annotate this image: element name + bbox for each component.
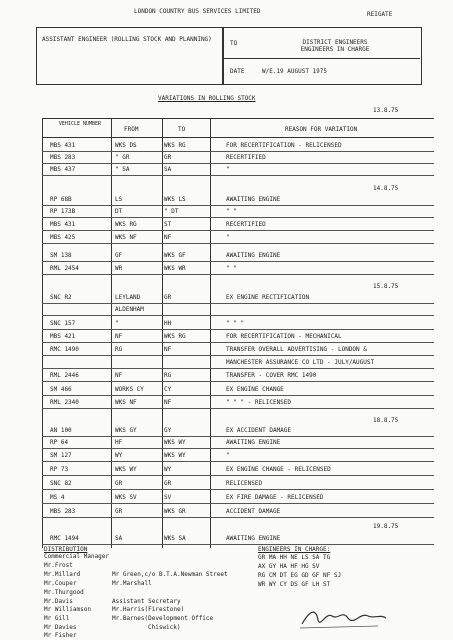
cell-from: LEYLAND <box>115 294 141 301</box>
cell-to: ST <box>164 221 172 228</box>
cell-reason: EX ACCIDENT DAMAGE <box>226 427 292 434</box>
cell-vehicle: SM 138 <box>50 252 72 259</box>
cell-to: GR <box>164 480 172 487</box>
memo-date: W/E.19 AUGUST 1975 <box>262 68 328 75</box>
row-rule <box>42 261 434 262</box>
cell-to: GR <box>164 154 172 161</box>
distribution-label: DISTRIBUTION <box>44 546 88 553</box>
row-rule <box>42 448 434 449</box>
cell-to: " DT <box>164 208 179 215</box>
cell-vehicle: SNC 82 <box>50 480 72 487</box>
cell-reason: " " <box>226 265 237 272</box>
cell-reason: " " " - RELICENSED <box>226 399 292 406</box>
cell-to: NF <box>164 346 172 353</box>
cell-reason: " " " <box>226 320 245 327</box>
row-rule <box>42 408 434 409</box>
cell-to: WKS RG <box>164 333 186 340</box>
cell-reason: AWAITING ENGINE <box>226 196 281 203</box>
cell-to: RG <box>164 372 172 379</box>
cell-to: WKS GF <box>164 252 186 259</box>
memo-date-label: DATE <box>230 68 245 75</box>
header-from: FROM <box>124 126 139 133</box>
cell-vehicle: RMC 1494 <box>50 535 79 542</box>
engineer-depots: GR MA HH NE LS SA TG <box>258 554 331 561</box>
row-rule <box>42 355 434 356</box>
date-heading: 13.8.75 <box>373 107 399 114</box>
cell-vehicle: RP 68B <box>50 196 72 203</box>
row-rule <box>42 230 434 231</box>
cell-from: WKS RG <box>115 221 137 228</box>
row-rule <box>42 503 434 504</box>
row-rule <box>42 436 434 437</box>
cell-reason: RECERTIFIED <box>226 154 266 161</box>
cell-from: " <box>115 320 119 327</box>
cell-to: GR <box>164 294 172 301</box>
header-reason: REASON FOR VARIATION <box>285 126 358 133</box>
header-vehicle: VEHICLE NUMBER <box>58 121 102 127</box>
memo-to: DISTRICT ENGINEERS ENGINEERS IN CHARGE <box>300 39 370 53</box>
dist-other: Mr Green,c/o B.T.A.Newman Street <box>112 571 228 578</box>
cell-vehicle: SM 466 <box>50 386 72 393</box>
cell-to: NF <box>164 234 172 241</box>
cell-vehicle: RML 2446 <box>50 372 79 379</box>
cell-to: WKS WY <box>164 452 186 459</box>
cell-from: WKS NF <box>115 399 137 406</box>
row-rule <box>42 303 434 304</box>
cell-vehicle: SNC R2 <box>50 294 72 301</box>
cell-from: WKS WY <box>115 466 137 473</box>
cell-from: NF <box>115 333 123 340</box>
date-heading: 18.8.75 <box>373 417 399 424</box>
cell-from: NF <box>115 372 123 379</box>
cell-to: WKS LS <box>164 196 186 203</box>
company-location: REIGATE <box>367 11 393 18</box>
row-rule <box>42 461 434 462</box>
cell-reason: RELICENSED <box>226 480 263 487</box>
row-rule <box>42 163 434 164</box>
page-title: VARIATIONS IN ROLLING STOCK <box>158 95 256 102</box>
cell-vehicle: MBS 283 <box>50 508 76 515</box>
cell-from: ALDENHAM <box>115 306 144 313</box>
dist-name: Mr Fisher <box>44 632 77 639</box>
row-rule <box>42 342 434 343</box>
engineer-depots: RG CM DT EG GD GF NF SJ <box>258 572 342 579</box>
cell-vehicle: RML 2340 <box>50 399 79 406</box>
company-name: LONDON COUNTRY BUS SERVICES LIMITED <box>134 8 261 15</box>
cell-reason: AWAITING ENGINE <box>226 252 281 259</box>
row-rule <box>42 205 434 206</box>
dist-other: Chiswick) <box>148 624 181 631</box>
cell-from: WKS GY <box>115 427 137 434</box>
cell-from: WORKS CY <box>115 386 144 393</box>
cell-vehicle: RP 64 <box>50 439 69 446</box>
cell-vehicle: SNC 157 <box>50 320 76 327</box>
cell-vehicle: RP 173B <box>50 208 76 215</box>
cell-from: WKS SV <box>115 494 137 501</box>
cell-vehicle: SM 127 <box>50 452 72 459</box>
cell-reason: EX ENGINE CHANGE - RELICENSED <box>226 466 331 473</box>
cell-from: WY <box>115 452 123 459</box>
cell-from: DT <box>115 208 123 215</box>
cell-reason: AWAITING ENGINE <box>226 439 281 446</box>
cell-from: WKS DS <box>115 142 137 149</box>
cell-reason: EX FIRE DAMAGE - RELICENSED <box>226 494 324 501</box>
row-rule <box>42 517 434 518</box>
cell-vehicle: MBS 283 <box>50 154 76 161</box>
date-heading: 19.8.75 <box>373 523 399 530</box>
table-header-border <box>42 137 434 138</box>
table-top-border <box>42 118 434 119</box>
dist-name: Mr.Millard <box>44 571 81 578</box>
cell-to: WKS WY <box>164 439 186 446</box>
dist-name: Commercial Manager <box>44 553 110 560</box>
cell-reason: TRANSFER - COVER RMC 1490 <box>226 372 317 379</box>
row-rule <box>42 475 434 476</box>
cell-vehicle: RP 73 <box>50 466 69 473</box>
cell-reason: " " <box>226 208 237 215</box>
cell-reason: RECERTIFIED <box>226 221 266 228</box>
cell-vehicle: MBS 421 <box>50 333 76 340</box>
row-rule <box>42 544 434 545</box>
cell-vehicle: MBS 431 <box>50 142 76 149</box>
dist-name: Mr.Frost <box>44 562 73 569</box>
memo-to-label: TO <box>230 40 238 47</box>
cell-from: " SA <box>115 166 130 173</box>
cell-from: WKS NF <box>115 234 137 241</box>
dist-name: Mr Gill <box>44 615 70 622</box>
cell-reason: TRANSFER OVERALL ADVERTISING - LONDON & <box>226 346 367 353</box>
signature <box>298 602 388 632</box>
dist-name: Mr.Thurgood <box>44 589 84 596</box>
cell-from: LS <box>115 196 123 203</box>
row-rule <box>42 315 434 316</box>
cell-to: HH <box>164 320 172 327</box>
cell-from: RG <box>115 346 123 353</box>
cell-from: HF <box>115 439 123 446</box>
cell-reason: FOR RECERTIFICATION - MECHANICAL <box>226 333 342 340</box>
cell-from: GR <box>115 480 123 487</box>
engineer-depots: AX GY HA HF HG SV <box>258 563 320 570</box>
row-rule <box>42 217 434 218</box>
row-rule <box>42 489 434 490</box>
cell-vehicle: RMC 1490 <box>50 346 79 353</box>
cell-reason: EX ENGINE CHANGE <box>226 386 284 393</box>
cell-to: WY <box>164 466 172 473</box>
engineers-label: ENGINEERS IN CHARGE: <box>258 546 331 553</box>
cell-to: GY <box>164 427 172 434</box>
header-to: TO <box>178 126 186 133</box>
row-rule <box>42 381 434 382</box>
date-heading: 14.8.75 <box>373 185 399 192</box>
row-rule <box>42 151 434 152</box>
cell-from: SA <box>115 535 123 542</box>
cell-to: NF <box>164 399 172 406</box>
dist-other: Mr.Barnes(Development Office <box>112 615 214 622</box>
engineer-depots: WR WY CY DS GF LH ST <box>258 581 331 588</box>
memo-to-box <box>222 27 422 85</box>
cell-to: WKS GR <box>164 508 186 515</box>
cell-reason: EX ENGINE RECTIFICATION <box>226 294 310 301</box>
cell-vehicle: MS 4 <box>50 494 65 501</box>
date-heading: 15.8.75 <box>373 283 399 290</box>
cell-vehicle: MBS 437 <box>50 166 76 173</box>
row-rule <box>42 274 434 275</box>
dist-other: Mr.Marshall <box>112 580 152 587</box>
cell-vehicle: MBS 431 <box>50 221 76 228</box>
cell-to: WKS RG <box>164 142 186 149</box>
cell-to: SV <box>164 494 172 501</box>
row-rule <box>42 329 434 330</box>
cell-from: " GR <box>115 154 130 161</box>
row-rule <box>42 175 434 176</box>
cell-reason: FOR RECERTIFICATION - RELICENSED <box>226 142 342 149</box>
dist-name: Mr Davies <box>44 624 77 631</box>
cell-from: WR <box>115 265 123 272</box>
row-rule <box>42 395 434 396</box>
cell-from: GR <box>115 508 123 515</box>
cell-vehicle: RML 2454 <box>50 265 79 272</box>
cell-reason: AWAITING ENGINE <box>226 535 281 542</box>
cell-reason: MANCHESTER ASSURANCE CO LTD - JULY/AUGUST <box>226 359 375 366</box>
row-rule <box>42 368 434 369</box>
memo-from: ASSISTANT ENGINEER (ROLLING STOCK AND PLANNING) <box>42 36 212 43</box>
cell-reason: ACCIDENT DAMAGE <box>226 508 281 515</box>
dist-other: Mr.Harris(Firestone) <box>112 606 185 613</box>
cell-to: WKS SA <box>164 535 186 542</box>
row-rule <box>42 243 434 244</box>
cell-vehicle: MBS 425 <box>50 234 76 241</box>
cell-to: SA <box>164 166 172 173</box>
cell-vehicle: AN 100 <box>50 427 72 434</box>
cell-reason: " <box>226 452 230 459</box>
cell-reason: " <box>226 166 230 173</box>
dist-name: Mr.Davis <box>44 598 73 605</box>
cell-reason: " <box>226 234 230 241</box>
dist-name: Mr Williamson <box>44 606 91 613</box>
dist-name: Mr.Couper <box>44 580 77 587</box>
memo-divider <box>223 58 420 59</box>
dist-other: Assistant Secretary <box>112 598 181 605</box>
cell-to: CY <box>164 386 172 393</box>
cell-to: WKS WR <box>164 265 186 272</box>
cell-from: GF <box>115 252 123 259</box>
